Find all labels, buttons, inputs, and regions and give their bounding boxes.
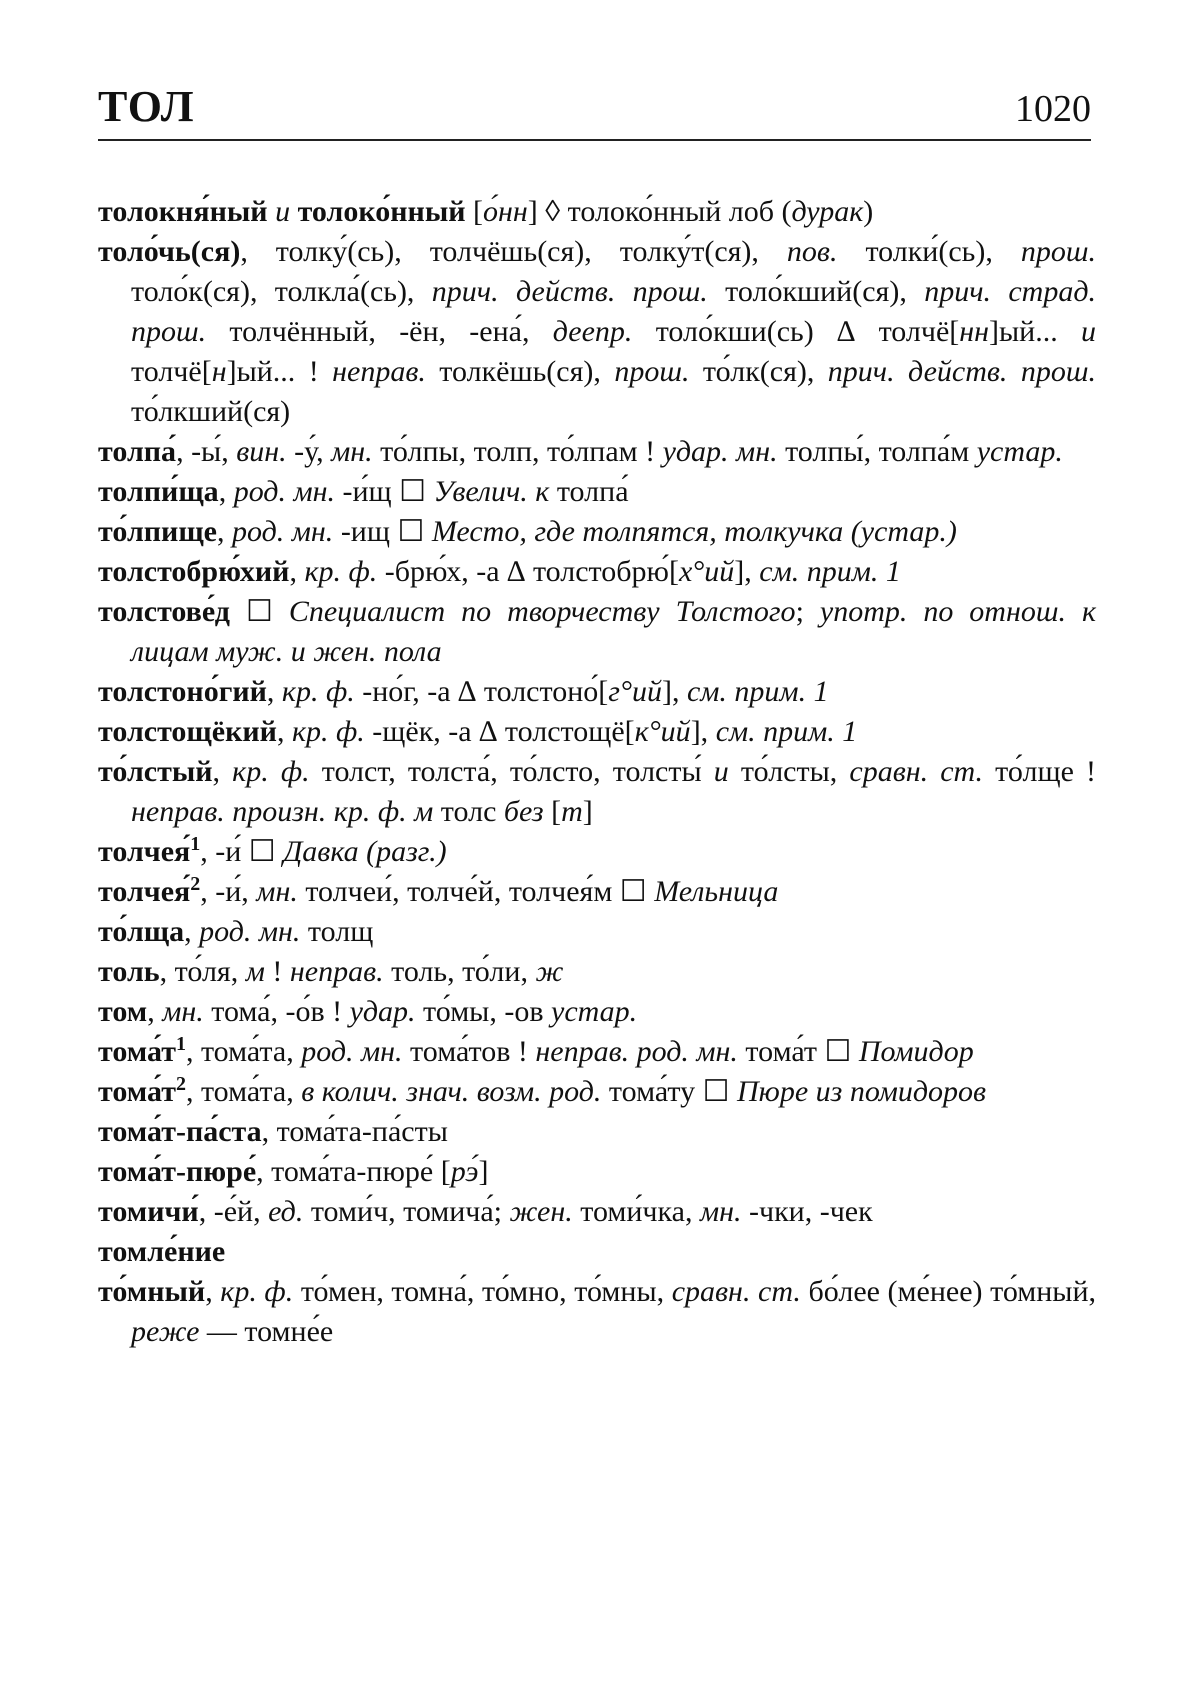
entry-grammar-note: удар. (349, 995, 416, 1028)
entry-grammar-note: ед. (268, 1195, 304, 1228)
entry-text: ; (795, 595, 820, 628)
entry-grammar-note: неправ. (332, 355, 426, 388)
entry-text: -но́г, -а ∆ толстоно́[ (354, 675, 609, 708)
entry-grammar-note: Пюре из помидоров (737, 1075, 987, 1108)
entry-text: томи́ч, томича́; (303, 1195, 510, 1228)
entry-headword: тома́т-пюре́ (98, 1155, 257, 1188)
entry-grammar-note: т (561, 795, 583, 828)
entry-text: то́лк(ся), (689, 355, 828, 388)
entry-grammar-note: см. прим. 1 (686, 675, 829, 708)
dictionary-entry (98, 1232, 1096, 1272)
entry-text: , тома́та, (185, 1075, 302, 1108)
dictionary-entry (98, 752, 1096, 832)
entry-headword: толпа́ (98, 435, 177, 468)
entry-grammar-note: о́нн (483, 195, 528, 228)
entry-text: , -е́й, (198, 1195, 269, 1228)
entry-text: , (218, 475, 234, 508)
entry-text: ], (734, 555, 760, 588)
entry-grammar-note: в колич. знач. возм. род. (301, 1075, 602, 1108)
entry-headword: толчея́ (98, 835, 191, 868)
entry-text: ] ◊ толоко́нный лоб ( (527, 195, 792, 228)
dictionary-entry (98, 1112, 1096, 1152)
entry-text: -щёк, -а ∆ толстощё[ (364, 715, 635, 748)
entry-grammar-note: Место, где толпятся, толкучка (устар.) (431, 515, 957, 548)
entry-grammar-note: деепр. (552, 315, 633, 348)
entry-headword: тома́т (98, 1075, 176, 1108)
entry-text: то́лкший(ся) (131, 395, 291, 428)
entry-headword: то́лща (98, 915, 185, 948)
entry-headword: тома́т-па́ста (98, 1115, 262, 1148)
entry-grammar-note: кр. ф. (281, 675, 355, 708)
entry-grammar-note: употр. по отнош. к лицам муж. и жен. пола (131, 595, 1096, 668)
entry-grammar-note: прич. страд. прош. (131, 275, 1097, 348)
entry-grammar-note: г°ий (608, 675, 662, 708)
entry-grammar-note: род. мн. (232, 515, 334, 548)
entry-grammar-note: род. мн. (301, 1035, 403, 1068)
entry-grammar-note: жен. (509, 1195, 573, 1228)
entry-text: , (217, 515, 232, 548)
entry-grammar-note: Увелич. к (433, 475, 550, 508)
entry-text: ☐ (229, 595, 289, 628)
entry-text: ! (264, 955, 290, 988)
entry-text: -брю́х, -а ∆ толстобрю́[ (377, 555, 679, 588)
entry-text: , тома́та-пюре́ [ (256, 1155, 451, 1188)
entry-grammar-note: к°ий (634, 715, 691, 748)
entry-grammar-note: дурак (791, 195, 864, 228)
entry-text: толкёшь(ся), (425, 355, 615, 388)
entry-grammar-note: удар. мн. (662, 435, 778, 468)
entry-text: толчё[ (131, 355, 212, 388)
homonym-index: 1 (190, 833, 201, 855)
entry-text: — томне́е (199, 1315, 334, 1348)
entry-grammar-note: Мельница (654, 875, 779, 908)
entry-text: ]ый... (989, 315, 1081, 348)
entry-text: то́мен, томна́, то́мно, то́мны, (293, 1275, 672, 1308)
entry-headword: толстобрю́хий (98, 555, 290, 588)
entry-text: , тома́та, (185, 1035, 302, 1068)
entry-grammar-note: кр. ф. (220, 1275, 294, 1308)
entry-grammar-note: прош. (1020, 235, 1096, 268)
entry-headword: то́лпище (98, 515, 217, 548)
entry-grammar-note: Помидор (858, 1035, 974, 1068)
entry-headword: толокня́ный (98, 195, 268, 228)
entry-text: , -и́, (200, 875, 257, 908)
entry-text: ], (661, 675, 687, 708)
entry-grammar-note: мн. (331, 435, 373, 468)
entry-text: тома́, -о́в ! (203, 995, 350, 1028)
entry-grammar-note: х°ий (678, 555, 735, 588)
entry-grammar-note: прич. действ. прош. (827, 355, 1096, 388)
entry-text: , (184, 915, 200, 948)
entry-headword: том (98, 995, 148, 1028)
entry-text: толщ (300, 915, 374, 948)
entry-text: ] (582, 795, 593, 828)
entry-grammar-note: и (1081, 315, 1096, 348)
entry-headword: то́лстый (98, 755, 213, 788)
entry-text: , (212, 755, 233, 788)
entry-grammar-note: род. мн. (199, 915, 301, 948)
dictionary-entry (98, 1272, 1096, 1352)
entry-text: толо́кши(сь) ∆ толчё[ (632, 315, 960, 348)
entry-text: то́лще ! (983, 755, 1096, 788)
entry-text: то́лсты, (728, 755, 850, 788)
entry-headword: тома́т (98, 1035, 176, 1068)
entry-grammar-note: род. мн. (233, 475, 335, 508)
entry-grammar-note: прош. (614, 355, 690, 388)
entry-grammar-note: ж (535, 955, 564, 988)
dictionary-entry (98, 992, 1096, 1032)
entry-text: ]ый... ! (226, 355, 333, 388)
entry-grammar-note: реже (131, 1315, 200, 1348)
entry-text: то́лпы, толп, то́лпам ! (372, 435, 663, 468)
entry-grammar-note: устар. (551, 995, 638, 1028)
entry-text: ) (863, 195, 874, 228)
dictionary-entry (98, 912, 1096, 952)
entry-text: то́мы, -ов (415, 995, 551, 1028)
entry-grammar-note: мн. (699, 1195, 742, 1228)
entry-text: , толку́(сь), толчёшь(ся), толку́т(ся), (240, 235, 787, 268)
entry-grammar-note: устар. (976, 435, 1063, 468)
entry-text: , (205, 1275, 221, 1308)
entry-text: , -и́ ☐ (200, 835, 284, 868)
homonym-index: 1 (175, 1033, 186, 1055)
entry-grammar-note: Давка (разг.) (283, 835, 447, 868)
entry-grammar-note: рэ́ (450, 1155, 479, 1188)
entry-text: толст, толста́, то́лсто, толсты́ (309, 755, 714, 788)
entry-grammar-note: н (211, 355, 227, 388)
entry-headword: толчея́ (98, 875, 191, 908)
entry-text: , то́ля, (159, 955, 246, 988)
entry-bold-text: толоко́нный (297, 195, 466, 228)
page-number: 1020 (1015, 88, 1091, 130)
entry-headword: толпи́ща (98, 475, 219, 508)
entry-headword: толо́чь(ся) (98, 235, 241, 268)
entry-text: томи́чка, (572, 1195, 700, 1228)
entry-text: , (276, 715, 292, 748)
entry-text: ] (478, 1155, 489, 1188)
entry-grammar-note: неправ. род. мн. (535, 1035, 738, 1068)
entry-text: [ (543, 795, 562, 828)
entry-text: толки́(сь), (837, 235, 1021, 268)
entry-text: -чки, -чек (741, 1195, 873, 1228)
entry-grammar-note: см. прим. 1 (759, 555, 901, 588)
entry-grammar-note: кр. ф. (304, 555, 378, 588)
dictionary-entry (98, 1152, 1096, 1192)
entry-text: толчеи́, толче́й, толчея́м ☐ (297, 875, 655, 908)
entry-grammar-note: и (713, 755, 729, 788)
entry-grammar-note: кр. ф. (291, 715, 365, 748)
entry-text: толпы́, толпа́м (777, 435, 977, 468)
entry-grammar-note: мн. (256, 875, 298, 908)
entry-headword: толстощёкий (98, 715, 277, 748)
entry-grammar-note: неправ. произн. кр. ф. м (131, 795, 434, 828)
entry-text: , (147, 995, 163, 1028)
dictionary-entry (98, 472, 1096, 512)
dictionary-entry (98, 552, 1096, 592)
entry-text: толчённый, -ён, -ена́, (206, 315, 553, 348)
dictionary-entry (98, 872, 1096, 912)
entry-text: толс (433, 795, 504, 828)
dictionary-entry (98, 952, 1096, 992)
entry-text: [ (465, 195, 484, 228)
entry-headword: толстоно́гий (98, 675, 267, 708)
dictionary-entry (98, 232, 1096, 432)
entry-text: , (266, 675, 282, 708)
entry-grammar-note: неправ. (289, 955, 384, 988)
entry-text: -ищ ☐ (333, 515, 432, 548)
homonym-index: 2 (175, 1073, 186, 1095)
entry-grammar-note: без (503, 795, 544, 828)
entry-text: -у́, (286, 435, 332, 468)
entry-headword: толь (98, 955, 160, 988)
dictionary-entry (98, 712, 1096, 752)
header-divider (98, 139, 1091, 141)
entry-text: тома́ту ☐ (601, 1075, 737, 1108)
page-header (98, 82, 1091, 142)
entry-grammar-note: сравн. ст. (849, 755, 984, 788)
running-head: ТОЛ (98, 82, 195, 131)
entry-grammar-note: мн. (162, 995, 204, 1028)
entry-grammar-note: см. прим. 1 (715, 715, 858, 748)
entry-grammar-note: прич. действ. прош. (431, 275, 708, 308)
entry-grammar-note: Специалист по творчеству Толстого (288, 595, 796, 628)
entry-text: ], (690, 715, 716, 748)
dictionary-entry (98, 1072, 1096, 1112)
dictionary-entry (98, 1192, 1096, 1232)
entry-headword: то́мный (98, 1275, 206, 1308)
entry-grammar-note: нн (959, 315, 990, 348)
dictionary-entry (98, 512, 1096, 552)
entry-text: толо́к(ся), толкла́(сь), (131, 275, 432, 308)
entry-text: , -ы́, (176, 435, 237, 468)
dictionary-entry (98, 832, 1096, 872)
entry-headword: томле́ние (98, 1235, 226, 1268)
entry-headword: томичи́ (98, 1195, 199, 1228)
entry-text: тома́тов ! (402, 1035, 536, 1068)
entry-grammar-note: м (245, 955, 265, 988)
homonym-index: 2 (190, 873, 201, 895)
entry-text: , тома́та-па́сты (261, 1115, 448, 1148)
entry-grammar-note: вин. (236, 435, 287, 468)
entry-text: толь, то́ли, (383, 955, 536, 988)
dictionary-entry (98, 672, 1096, 712)
entry-grammar-note: пов. (786, 235, 838, 268)
entry-text: , (289, 555, 305, 588)
entry-grammar-note: кр. ф. (232, 755, 310, 788)
dictionary-entry (98, 592, 1096, 672)
entry-text: бо́лее (ме́нее) то́мный, (800, 1275, 1096, 1308)
entry-grammar-note: сравн. ст. (671, 1275, 801, 1308)
entry-text: толо́кший(ся), (707, 275, 925, 308)
entry-headword: толстове́д (98, 595, 230, 628)
entry-text: толпа́ (549, 475, 629, 508)
entry-grammar-note: и (267, 195, 298, 228)
entry-list (98, 192, 1096, 1352)
entry-text: -и́щ ☐ (335, 475, 434, 508)
dictionary-entry (98, 192, 1096, 232)
entry-text: тома́т ☐ (737, 1035, 859, 1068)
dictionary-entry (98, 1032, 1096, 1072)
dictionary-entry (98, 432, 1096, 472)
